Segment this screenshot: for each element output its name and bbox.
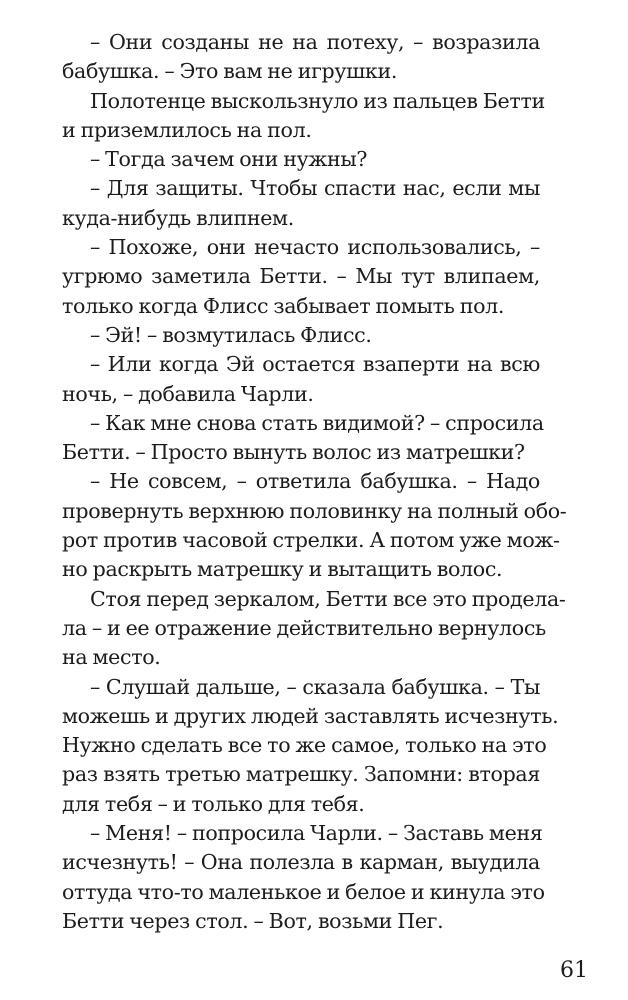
text-line: – Как мне снова стать видимой? – спросила	[90, 410, 544, 435]
text-line: – Или когда Эй остается взаперти на всю	[90, 352, 540, 377]
text-line: ла – и ее отражение действительно вернулось	[62, 615, 546, 640]
text-line: оттуда что-то маленькое и белое и кинула это	[62, 879, 545, 904]
text-line: раз взять третью матрешку. Запомни: вторая	[62, 762, 540, 787]
text-line: – Похоже, они нечасто использовались, –	[90, 235, 540, 260]
text-line: – Эй! – возмутилась Флисс.	[90, 322, 372, 347]
page-number: 61	[560, 958, 588, 983]
text-line: Нужно сделать все то же самое, только на это	[62, 733, 547, 758]
text-line: Стоя перед зеркалом, Бетти все это проделa-	[90, 586, 566, 611]
text-line: ночь, – добавила Чарли.	[62, 381, 314, 406]
page-text	[62, 28, 567, 936]
text-line: на место.	[62, 645, 161, 670]
text-line: Бетти через стол. – Вот, возьми Пег.	[62, 908, 444, 933]
text-line: Бетти. – Просто вынуть волос из матрешки?	[62, 440, 525, 465]
text-line: – Слушай дальше, – сказала бабушка. – Ты	[90, 674, 540, 699]
text-line: – Они созданы не на потеху, – возразила	[90, 30, 540, 54]
text-line: исчезнуть! – Она полезла в карман, выудила	[62, 850, 540, 875]
text-line: – Меня! – попросила Чарли. – Заставь меня	[90, 821, 543, 846]
text-line: но раскрыть матрешку и вытащить волос.	[62, 557, 503, 582]
text-line: бабушка. – Это вам не игрушки.	[62, 59, 398, 84]
text-line: куда-нибудь влипнем.	[62, 205, 294, 230]
text-line: можешь и других людей заставлять исчезнуть.	[62, 703, 559, 728]
text-line: только когда Флисс забывает помыть пол.	[62, 293, 505, 318]
text-line: угрюмо заметила Бетти. – Мы тут влипаем,	[62, 264, 540, 289]
text-line: – Не совсем, – ответила бабушка. – Надо	[90, 469, 540, 494]
text-line: Полотенце выскользнуло из пальцев Бетти	[90, 88, 545, 113]
text-line: рот против часовой стрелки. А потом уже мож-	[62, 528, 560, 553]
text-line: – Для защиты. Чтобы спасти нас, если мы	[90, 176, 540, 201]
text-line: – Тогда зачем они нужны?	[90, 147, 368, 172]
text-line: для тебя – и только для тебя.	[62, 791, 365, 816]
text-line: и приземлилось на пол.	[62, 117, 312, 142]
text-line: провернуть верхнюю половинку на полный обо-	[62, 498, 567, 523]
